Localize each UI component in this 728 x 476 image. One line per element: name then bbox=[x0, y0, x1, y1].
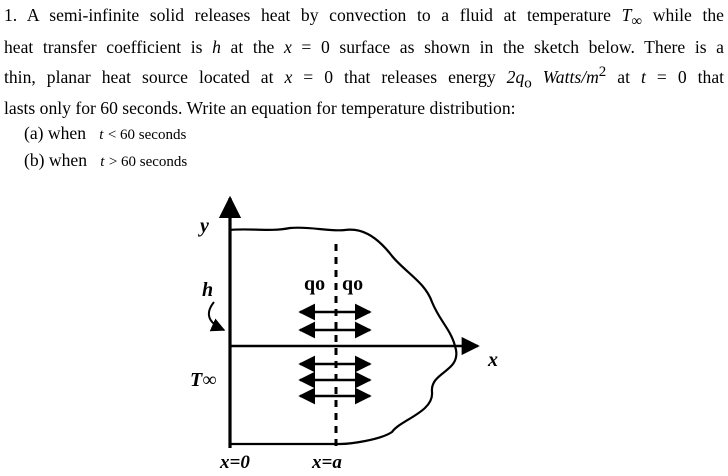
xa-label: x=a bbox=[312, 452, 342, 473]
convection-arrow bbox=[209, 302, 224, 330]
h-label: h bbox=[202, 279, 214, 301]
problem-line-2: heat transfer coefficient is h at the x = 0 surface as shown in the sketch below. There is a bbox=[4, 36, 724, 57]
problem-line-4: lasts only for 60 seconds. Write an equation for temperature distribution: bbox=[4, 97, 516, 118]
y-axis-label: y bbox=[200, 215, 209, 237]
problem-line-1: 1. A semi-infinite solid releases heat by convection to a fluid at temperature $T_\infty$ while the bbox=[4, 5, 724, 30]
solid-boundary bbox=[230, 228, 456, 444]
q-right-label: qo bbox=[342, 273, 364, 295]
x-axis-label: x bbox=[488, 349, 498, 371]
q-left-label: qo bbox=[304, 273, 326, 295]
t-infinity-label: T∞ bbox=[190, 369, 217, 391]
part-a: (a) when t < 60 seconds bbox=[24, 122, 187, 143]
x0-label: x=0 bbox=[220, 452, 250, 473]
problem-line-3: thin, planar heat source located at x = 0 that releases energy $2q_o$ Watts/$m^2$ at t = 0 that bbox=[4, 63, 725, 91]
part-b: (b) when t > 60 seconds bbox=[24, 149, 188, 170]
